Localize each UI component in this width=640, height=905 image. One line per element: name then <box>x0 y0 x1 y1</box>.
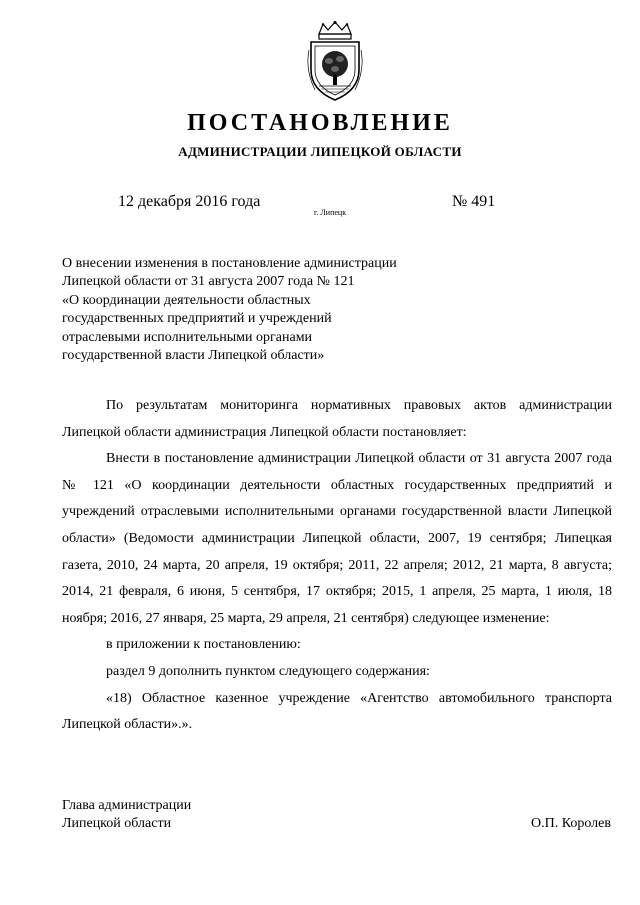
body-paragraph: раздел 9 дополнить пунктом следующего содержания: <box>106 663 430 679</box>
subject-line: отраслевыми исполнительными органами <box>62 329 313 345</box>
body-paragraph: Внести в постановление администрации Липецкой области от 31 августа 2007 года № 121 «О координации деятельности областных государственных предприятий и учреждений отраслевыми исполнительными органами государственной власти Липецкой области» (Ведомости администрации Липецкой области, 2007, 19 сентября; Липецкая газета, 2010, 24 марта, 20 апреля, 19 октября; 2011, 22 апреля; 2012, 21 марта, 8 августа; 2014, 21 февраля, 6 июня, 5 сентября, 17 октября; 2015, 1 апреля, 25 марта, 1 июля, 18 ноября; 2016, 27 января, 25 марта, 29 апреля, 21 сентября) следующее изменение: <box>62 451 612 626</box>
document-body <box>62 393 612 739</box>
body-paragraph: в приложении к постановлению: <box>106 637 301 653</box>
document-number: № 491 <box>452 193 496 210</box>
body-paragraph: «18) Областное казенное учреждение «Агентство автомобильного транспорта Липецкой области».». <box>62 690 612 733</box>
signatory-name: О.П. Королев <box>531 816 611 831</box>
subject-line: государственных предприятий и учреждений <box>62 311 332 327</box>
document-subtitle: АДМИНИСТРАЦИИ ЛИПЕЦКОЙ ОБЛАСТИ <box>178 144 462 159</box>
signatory-position-line: Липецкой области <box>62 816 172 832</box>
signatory-position <box>62 797 191 834</box>
subject-line: государственной власти Липецкой области» <box>62 348 325 364</box>
document-date: 12 декабря 2016 года <box>118 193 261 210</box>
document-subject <box>62 255 397 365</box>
document-title: ПОСТАНОВЛЕНИЕ <box>187 110 453 136</box>
lipetsk-coat-of-arms-icon <box>305 20 365 102</box>
subject-line: «О координации деятельности областных <box>62 292 311 308</box>
subject-line: О внесении изменения в постановление администрации <box>62 256 397 271</box>
subject-line: Липецкой области от 31 августа 2007 года № 121 <box>62 274 355 290</box>
signatory-position-line: Глава администрации <box>62 798 192 813</box>
body-paragraph: По результатам мониторинга нормативных правовых актов администрации Липецкой области администрация Липецкой области постановляет: <box>62 398 612 440</box>
document-city: г. Липецк <box>314 208 347 217</box>
